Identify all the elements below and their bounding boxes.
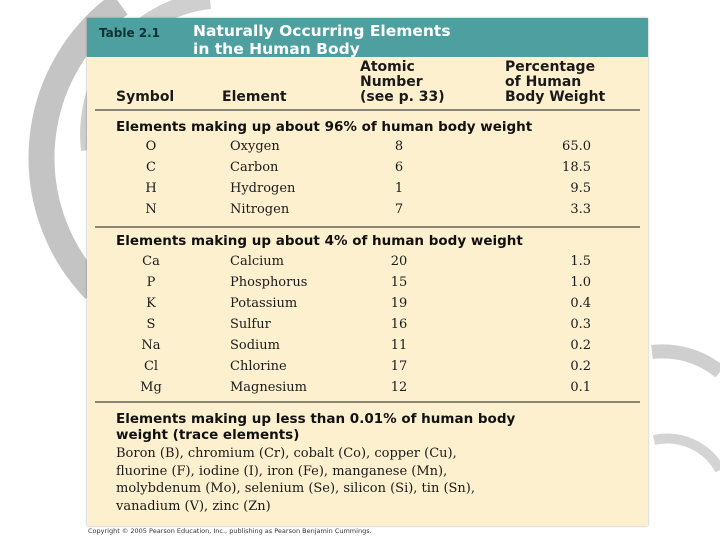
body-weight-percent: 0.4 (570, 296, 591, 311)
body-weight-percent: 3.3 (570, 202, 591, 217)
trace-line-3: molybdenum (Mo), selenium (Se), silicon (Si), tin (Sn), (116, 481, 475, 496)
table-row (87, 179, 648, 200)
trace-heading-line-1: Elements making up less than 0.01% of human body (116, 411, 516, 427)
section-4-heading: Elements making up about 4% of human body weight (116, 233, 523, 249)
element-symbol: Ca (142, 254, 160, 269)
percentage-header-line-3: Body Weight (505, 89, 606, 105)
elements-table (87, 18, 648, 526)
percentage-header-line-1: Percentage (505, 59, 596, 75)
trace-elements-list (116, 445, 636, 515)
column-header-percentage (505, 60, 605, 105)
body-weight-percent: 65.0 (562, 139, 591, 154)
atomic-number: 16 (390, 317, 408, 332)
body-weight-percent: 0.2 (570, 359, 591, 374)
section-divider-2 (95, 401, 640, 403)
table-row (87, 336, 648, 357)
element-symbol: Na (141, 338, 161, 353)
element-name: Nitrogen (230, 202, 290, 217)
trace-heading-line-2: weight (trace elements) (116, 427, 300, 443)
element-name: Sodium (230, 338, 280, 353)
table-row (87, 273, 648, 294)
element-symbol: H (145, 181, 157, 196)
element-name: Potassium (230, 296, 298, 311)
copyright-notice: Copyright © 2005 Pearson Education, Inc., publishing as Pearson Benjamin Cummings. (88, 527, 372, 535)
element-name: Magnesium (230, 380, 307, 395)
atomic-number: 20 (390, 254, 408, 269)
body-weight-percent: 18.5 (562, 160, 591, 175)
atomic-header-line-3: (see p. 33) (360, 89, 445, 105)
element-name: Sulfur (230, 317, 271, 332)
body-weight-percent: 1.0 (570, 275, 591, 290)
atomic-header-line-2: Number (360, 74, 423, 90)
element-name: Oxygen (230, 139, 280, 154)
element-symbol: O (145, 139, 157, 154)
trace-line-4: vanadium (V), zinc (Zn) (116, 498, 271, 514)
atomic-number: 11 (390, 338, 408, 353)
atomic-number: 1 (394, 181, 404, 196)
element-name: Phosphorus (230, 275, 308, 290)
atomic-header-line-1: Atomic (360, 59, 415, 75)
section-96-heading: Elements making up about 96% of human body weight (116, 119, 533, 135)
table-number: Table 2.1 (99, 26, 161, 40)
atomic-number: 17 (390, 359, 408, 374)
table-row (87, 200, 648, 221)
column-header-element: Element (222, 89, 287, 105)
element-symbol: C (146, 160, 156, 175)
percentage-header-line-2: of Human (505, 74, 582, 90)
table-title-line-2: in the Human Body (193, 40, 360, 58)
table-row (87, 294, 648, 315)
column-header-atomic-number (360, 60, 445, 105)
trace-line-2: fluorine (F), iodine (I), iron (Fe), manganese (Mn), (116, 463, 448, 479)
body-weight-percent: 9.5 (570, 181, 591, 196)
table-row (87, 252, 648, 273)
atomic-number: 8 (394, 139, 404, 154)
body-weight-percent: 0.1 (570, 380, 591, 395)
table-row (87, 378, 648, 399)
column-header-symbol: Symbol (116, 89, 175, 105)
element-symbol: Cl (143, 359, 159, 374)
element-symbol: P (146, 275, 156, 290)
atomic-number: 6 (394, 160, 404, 175)
element-name: Hydrogen (230, 181, 296, 196)
body-weight-percent: 0.3 (570, 317, 591, 332)
trace-section-heading (116, 411, 515, 443)
trace-line-1: Boron (B), chromium (Cr), cobalt (Co), copper (Cu), (116, 446, 457, 461)
body-weight-percent: 1.5 (570, 254, 591, 269)
section-divider-1 (95, 226, 640, 228)
element-symbol: S (146, 317, 156, 332)
atomic-number: 12 (390, 380, 408, 395)
atomic-number: 7 (394, 202, 404, 217)
element-name: Carbon (230, 160, 279, 175)
atomic-number: 15 (390, 275, 408, 290)
header-divider (95, 109, 640, 111)
table-title (193, 22, 451, 58)
element-name: Calcium (230, 254, 284, 269)
atomic-number: 19 (390, 296, 408, 311)
element-symbol: N (145, 202, 157, 217)
table-row (87, 158, 648, 179)
table-header-bar (87, 18, 648, 57)
table-title-line-1: Naturally Occurring Elements (193, 22, 451, 40)
element-name: Chlorine (230, 359, 287, 374)
table-row (87, 137, 648, 158)
table-row (87, 357, 648, 378)
table-row (87, 315, 648, 336)
element-symbol: K (146, 296, 156, 311)
body-weight-percent: 0.2 (570, 338, 591, 353)
element-symbol: Mg (140, 380, 162, 395)
